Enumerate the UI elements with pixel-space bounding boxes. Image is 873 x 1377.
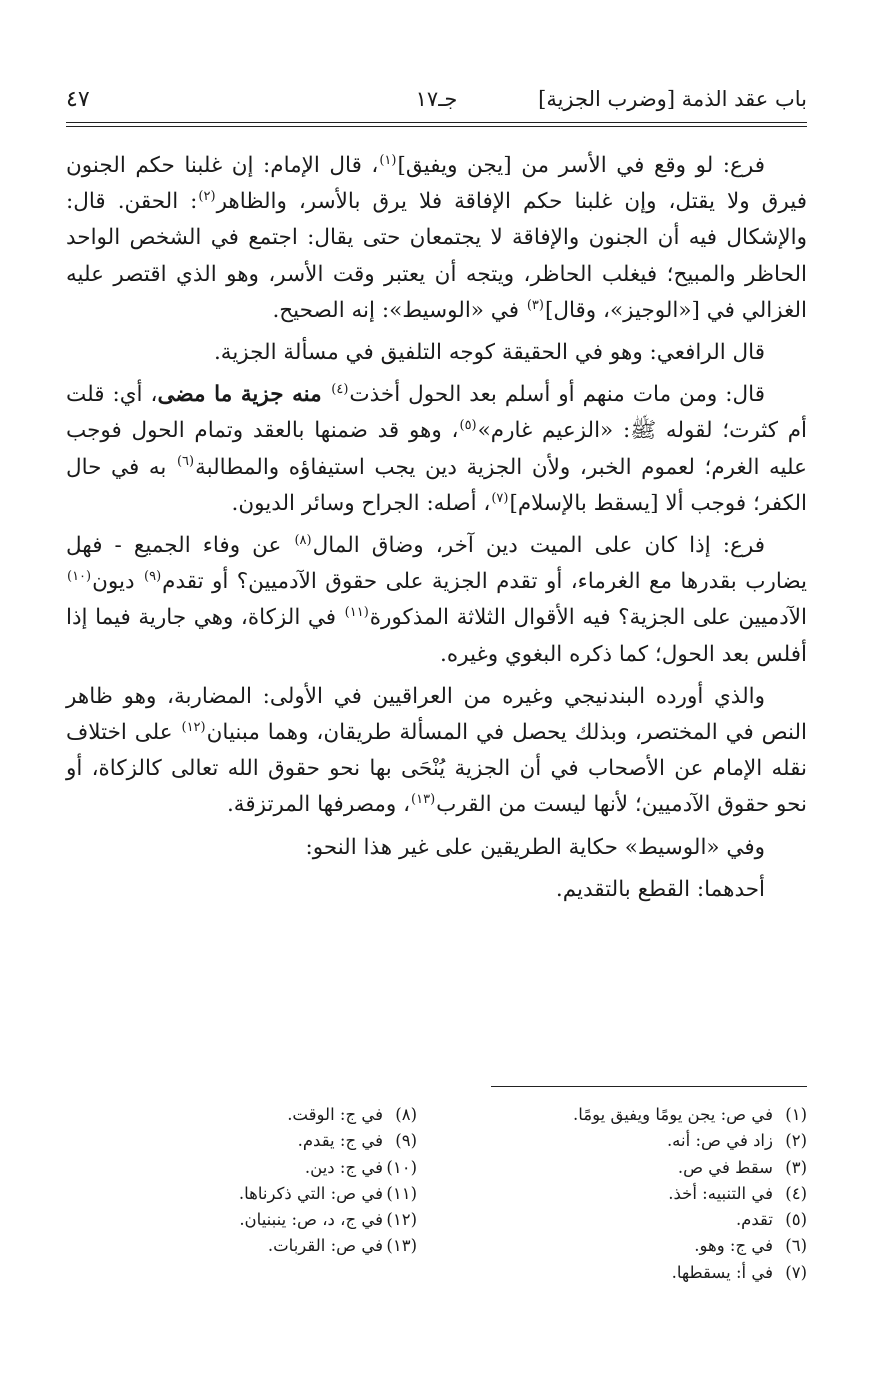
footnote-number: (٤) <box>785 1183 807 1203</box>
footnote-number: (١٠) <box>386 1157 417 1177</box>
text-run: في الزكاة، وهي جارية فيما إذا أفلس بعد الحول؛ كما ذكره البغوي وغيره. <box>66 605 807 667</box>
text-run: على اختلاف نقله الإمام عن الأصحاب في أن الجزية يُنْحَى بها نحو حقوق الله تعالى كالزكاة، أو نحو حقوق الآدميين؛ لأنها ليست من القرب <box>66 720 807 818</box>
main-text <box>66 148 807 908</box>
text-run: به في حال الكفر؛ فوجب ألا [يسقط بالإسلام] <box>66 454 807 516</box>
footnote-ref: (١٣) <box>411 792 436 808</box>
footnote-text: في ج: الوقت. <box>287 1105 383 1124</box>
footnote-text: في أ: يسقطها. <box>671 1262 773 1282</box>
footnote-ref: (٧) <box>491 490 509 506</box>
footnote-ref: (٤) <box>331 382 349 398</box>
footnote-ref: (١) <box>379 152 397 168</box>
bold-phrase: منه جزية ما مضى <box>157 382 331 408</box>
footnote-number: (٧) <box>785 1262 807 1282</box>
footnote-text: في ج: يقدم. <box>297 1131 383 1151</box>
text-run: الآدميين على الجزية؟ فيه الأقوال الثلاثة المذكورة <box>369 605 807 631</box>
paragraph: وفي «الوسيط» حكاية الطريقين على غير هذا النحو: <box>305 834 765 860</box>
footnote-number: (٨) <box>395 1105 417 1124</box>
footnote <box>447 1260 807 1286</box>
text-run: فرع: إذا كان على الميت دين آخر، وضاق المال <box>312 533 766 559</box>
text-run: ، وهو قد ضمنها بالعقد وتمام الحول فوجب عليه الغرم؛ لعموم الخبر، ولأن الجزية دين يجب استيفاؤه والمطالبة <box>66 418 807 480</box>
footnote-ref: (٦) <box>176 454 195 470</box>
header-rule-thick <box>66 122 807 123</box>
paragraph: قال الرافعي: وهو في الحقيقة كوجه التلفيق في مسألة الجزية. <box>213 340 765 366</box>
footnote <box>117 1181 417 1207</box>
footnote <box>447 1207 807 1233</box>
footnote-ref: (٨) <box>294 532 312 548</box>
paragraph <box>66 377 807 522</box>
text-run: في «الوسيط»: إنه الصحيح. <box>272 297 526 323</box>
footnote <box>447 1233 807 1259</box>
footnote-text: في ج: وهو. <box>694 1236 773 1256</box>
text-run: ديون <box>92 569 143 595</box>
paragraph: أحدهما: القطع بالتقديم. <box>555 876 765 902</box>
footnotes-left-column <box>117 1102 417 1260</box>
footnote-text: في ص: التي ذكرناها. <box>238 1183 383 1203</box>
paragraph <box>66 679 807 824</box>
footnote-number: (٢) <box>785 1131 807 1151</box>
footnote-ref: (٩) <box>144 569 162 585</box>
footnote-text: زاد في ص: أنه. <box>666 1131 773 1151</box>
header-rule-thin <box>66 126 807 127</box>
page-number: ٤٧ <box>66 86 90 112</box>
footnote <box>117 1102 417 1128</box>
footnote <box>117 1207 417 1233</box>
text-run: قال: ومن مات منهم أو أسلم بعد الحول أخذت <box>349 382 765 408</box>
footnotes-right-column <box>447 1102 807 1286</box>
footnote-number: (٦) <box>785 1236 807 1256</box>
footnote <box>447 1181 807 1207</box>
footnote-number: (١) <box>785 1105 807 1124</box>
text-run: عن وفاء الجميع - فهل يضارب بقدرها مع الغرماء، أو تقدم الجزية على حقوق الآدميين؟ أو تقدم <box>66 533 808 595</box>
footnote-text: تقدم. <box>735 1210 773 1230</box>
footnote-text: في ج، د، ص: ينبنيان. <box>239 1210 383 1230</box>
footnote-separator <box>491 1086 807 1087</box>
footnote-ref: (١٠) <box>67 569 92 585</box>
footnote-text: في ج: دين. <box>304 1157 383 1177</box>
footnote-text: في ص: يجن يومًا ويفيق يومًا. <box>572 1105 773 1124</box>
footnote <box>447 1155 807 1181</box>
text-run: ، أصله: الجراح وسائر الديون. <box>231 490 491 516</box>
text-run: ، ومصرفها المرتزقة. <box>226 792 411 818</box>
footnote-number: (١١) <box>386 1183 417 1203</box>
footnote-ref: (١٢) <box>181 719 206 735</box>
running-header <box>66 82 807 116</box>
footnote-text: في التنبيه: أخذ. <box>668 1183 773 1203</box>
footnote-number: (٣) <box>785 1157 807 1177</box>
footnote-ref: (١١) <box>344 605 369 621</box>
footnote-ref: (٣) <box>526 297 544 313</box>
volume-label: جـ١٧ <box>415 87 458 111</box>
text-run: ، أي: قلت أم كثرت؛ لقوله ﷺ: «الزعيم غارم» <box>66 382 807 444</box>
text-run: فرع: لو وقع في الأسر من [يجن ويفيق] <box>397 153 765 178</box>
footnote <box>117 1128 417 1154</box>
footnote-number: (٩) <box>395 1131 417 1151</box>
paragraph <box>66 148 807 329</box>
text-run: : الحقن. قال: والإشكال فيه أن الجنون والإفاقة لا يجتمعان حتى يقال: اجتمع في الشخص الواحد الحاظر والمبيح؛ فيغلب الحاظر، ويتجه أن يعتبر وقت الأسر، وهو الذي اقتصر عليه الغزالي في [«الوجيز»، وقال] <box>66 189 807 323</box>
footnote-number: (٥) <box>785 1210 807 1230</box>
paragraph <box>66 528 807 673</box>
footnote <box>447 1128 807 1154</box>
footnote-text: سقط في ص. <box>677 1157 773 1177</box>
text-run: ، قال الإمام: إن غلبنا حكم الجنون فيرق ولا يقتل، وإن غلبنا حكم الإفاقة فلا يرق بالأسر، والظاهر <box>66 153 807 215</box>
footnote <box>117 1233 417 1259</box>
text-run: والذي أورده البندنيجي وغيره من العراقيين في الأولى: المضاربة، وهو ظاهر النص في المختصر، وبذلك يحصل في المسألة طريقان، وهما مبنيان <box>66 683 807 746</box>
footnote <box>447 1102 807 1128</box>
chapter-title: باب عقد الذمة [وضرب الجزية] <box>538 87 807 111</box>
footnote-number: (١٢) <box>386 1210 417 1230</box>
footnote <box>117 1155 417 1181</box>
footnote-text: في ص: القربات. <box>267 1236 383 1256</box>
footnote-number: (١٣) <box>386 1236 417 1256</box>
footnote-ref: (٢) <box>198 189 216 205</box>
footnote-ref: (٥) <box>459 418 477 434</box>
